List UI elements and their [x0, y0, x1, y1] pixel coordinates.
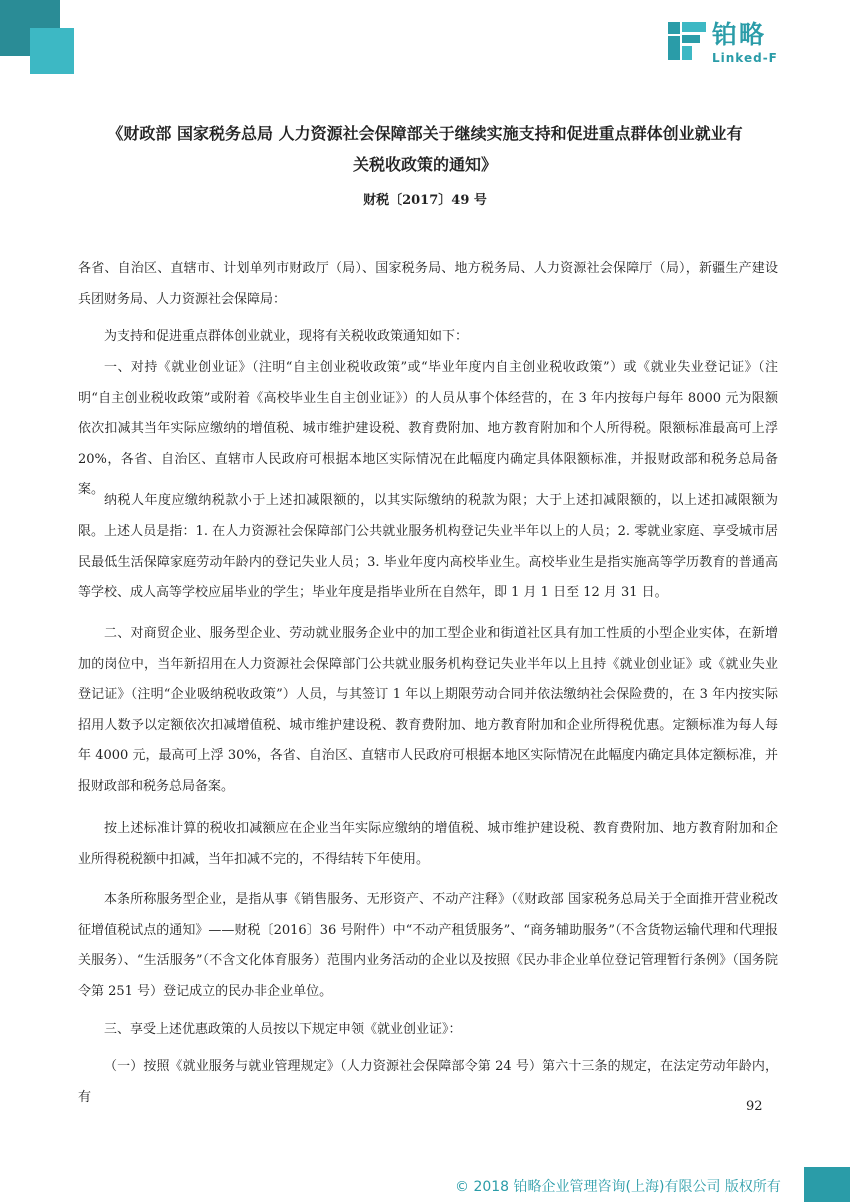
brand-logo [668, 20, 798, 66]
logo-name-cn: 铂略 [712, 20, 767, 49]
document-number: 财税〔2017〕49 号 [363, 193, 487, 208]
body-paragraph: 二、对商贸企业、服务型企业、劳动就业服务企业中的加工型企业和街道社区具有加工性质的小型企业实体，在新增加的岗位中，当年新招用在人力资源社会保障部门公共就业服务机构登记失业半年以上且持《就业创业证》或《就业失业登记证》（注明“企业吸纳税收政策”）人员，与其签订 1 年以上期限劳动合同并依法缴纳社会保险费的，在 3 年内按实际招用人数予以定额依次扣减增值税、城市维护建设税、教育费附加、地方教育附加和企业所得税优惠。定额标准为每人每年 4000 元，最高可上浮 30%，各省、自治区、直辖市人民政府可根据本地区实际情况在此幅度内确定具体定额标准，并报财政部和税务总局备案。 [78, 626, 778, 794]
body-paragraph: 为支持和促进重点群体创业就业，现将有关税收政策通知如下： [104, 329, 469, 344]
document-title-line-1: 《财政部 国家税务总局 人力资源社会保障部关于继续实施支持和促进重点群体创业就业有 [107, 124, 743, 143]
body-paragraph: 三、享受上述优惠政策的人员按以下规定申领《就业创业证》： [104, 1022, 462, 1037]
body-paragraph: 按上述标准计算的税收扣减额应在企业当年实际应缴纳的增值税、城市维护建设税、教育费附加、地方教育附加和企业所得税税额中扣减，当年扣减不完的，不得结转下年使用。 [78, 821, 778, 867]
body-paragraph: 本条所称服务型企业，是指从事《销售服务、无形资产、不动产注释》（《财政部 国家税务总局关于全面推开营业税改征增值税试点的通知》——财税〔2016〕36 号附件）中“不动产租赁服务”、“商务辅助服务”（不含货物运输代理和代理报关服务）、“生活服务”（不含文化体育服务）范围内业务活动的企业以及按照《民办非企业单位登记管理暂行条例》（国务院令第 251 号）登记成立的民办非企业单位。 [78, 892, 778, 999]
addressees-paragraph: 各省、自治区、直辖市、计划单列市财政厅（局）、国家税务局、地方税务局、人力资源社会保障厅（局），新疆生产建设兵团财务局、人力资源社会保障局： [78, 261, 778, 307]
logo-name-en: Linked-F [712, 51, 778, 65]
body-paragraph: 上述人员是指：1. 在人力资源社会保障部门公共就业服务机构登记失业半年以上的人员；2. 零就业家庭、享受城市居民最低生活保障家庭劳动年龄内的登记失业人员；3. 毕业年度内高校毕业生。高校毕业生是指实施高等学历教育的普通高等学校、成人高等学校应届毕业的学生；毕业年度是指毕业所在自然年，即 1 月 1 日至 12 月 31 日。 [78, 524, 778, 600]
page-number: 92 [746, 1099, 763, 1114]
body-paragraph: 一、对持《就业创业证》（注明“自主创业税收政策”或“毕业年度内自主创业税收政策”）或《就业失业登记证》（注明“自主创业税收政策”或附着《高校毕业生自主创业证》）的人员从事个体经营的，在 3 年内按每户每年 8000 元为限额依次扣减其当年实际应缴纳的增值税、城市维护建设税、教育费附加、地方教育附加和个人所得税。限额标准最高可上浮 20%，各省、自治区、直辖市人民政府可根据本地区实际情况在此幅度内确定具体限额标准，并报财政部和税务总局备案。 [78, 360, 778, 497]
document-title-line-2: 关税收政策的通知》 [352, 155, 497, 174]
body-paragraph: 纳税人年度应缴纳税款小于上述扣减限额的，以其实际缴纳的税款为限；大于上述扣减限额的，以上述扣减限额为限。 [78, 493, 778, 539]
corner-decoration-light [30, 28, 74, 74]
footer-copyright: © 2018 铂略企业管理咨询(上海)有限公司 版权所有 [455, 1179, 781, 1195]
footer-accent-bar [804, 1167, 850, 1202]
linked-f-logo-icon [668, 22, 706, 60]
body-paragraph: （一）按照《就业服务与就业管理规定》（人力资源社会保障部令第 24 号）第六十三条的规定，在法定劳动年龄内，有 [78, 1059, 778, 1105]
